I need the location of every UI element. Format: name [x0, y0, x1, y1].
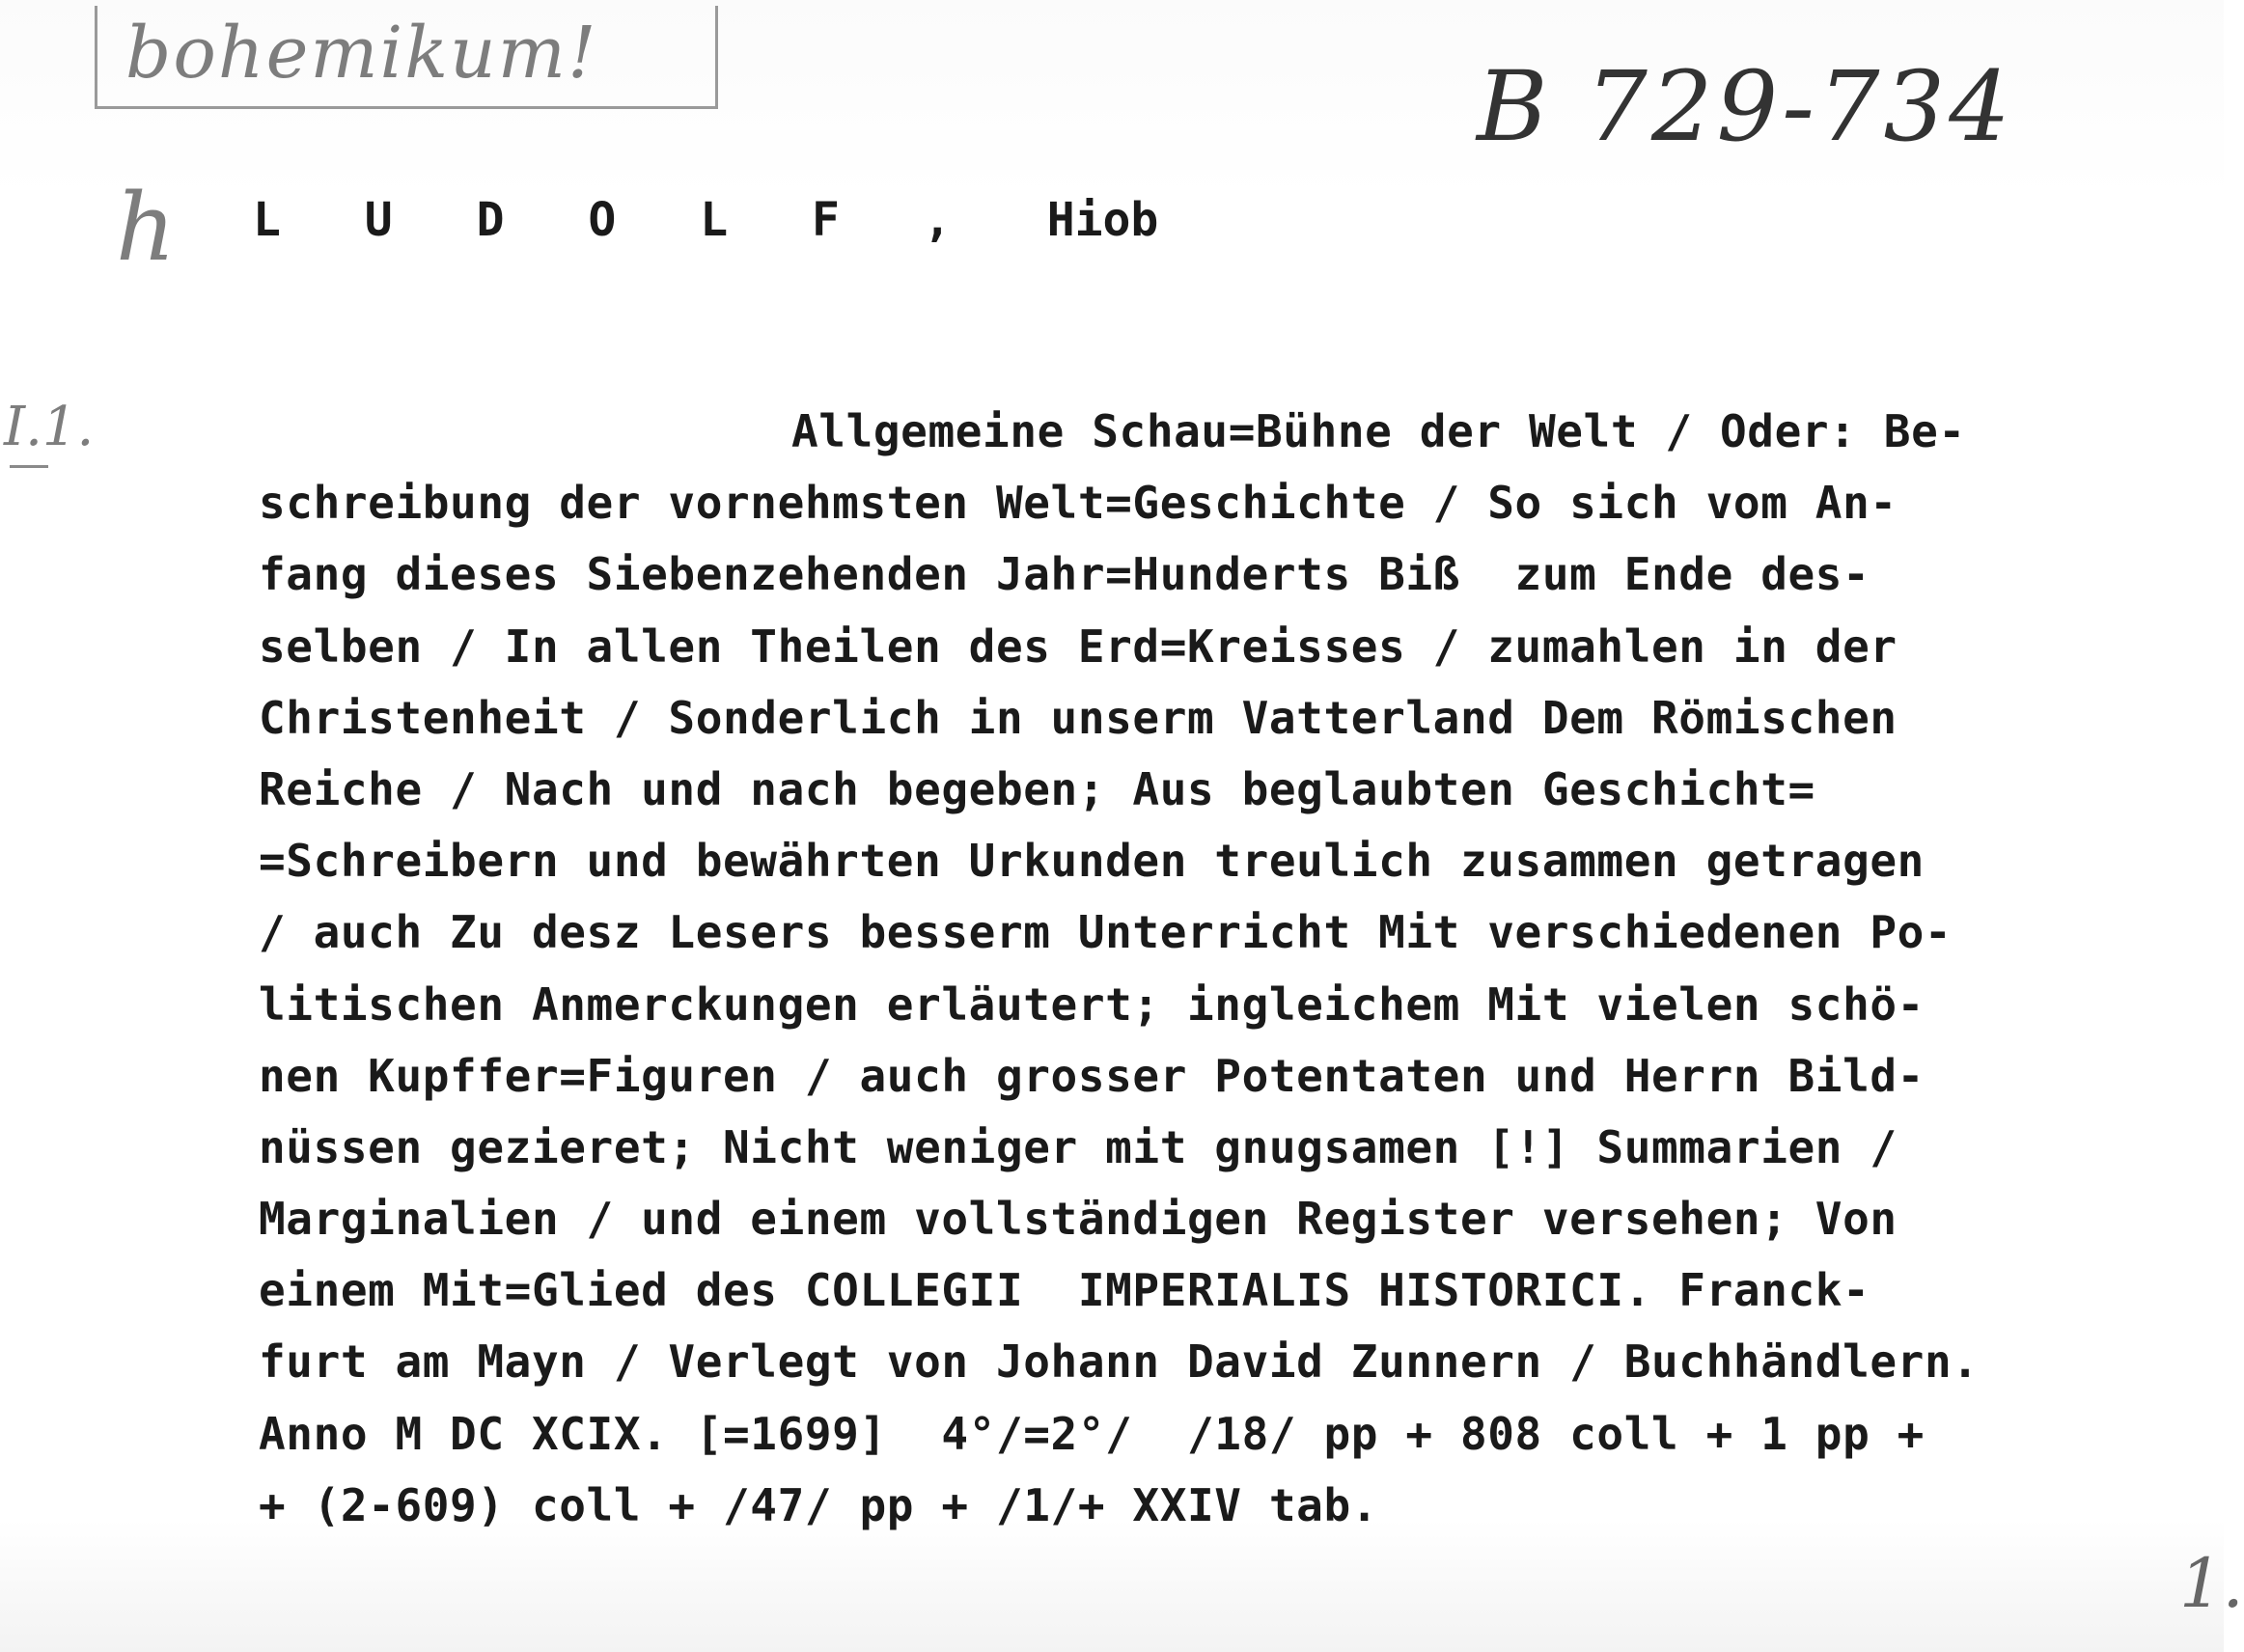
- stamp-handwriting: bohemikum!: [125, 12, 598, 95]
- description-line: =Schreibern und bewährten Urkunden treulich zusammen getragen: [259, 835, 1925, 888]
- description-line: Marginalien / und einem vollständigen Register versehen; Von: [259, 1193, 1898, 1246]
- description-line: selben / In allen Theilen des Erd=Kreisses / zumahlen in der: [259, 620, 1898, 673]
- description-line: / auch Zu desz Lesers besserm Unterricht Mit verschiedenen Po-: [259, 906, 1953, 959]
- description-line: Reiche / Nach und nach begeben; Aus beglaubten Geschicht=: [259, 762, 1815, 815]
- description-line: Allgemeine Schau=Bühne der Welt / Oder: Be-: [791, 405, 1966, 457]
- author-surname: L U D O L F ,: [253, 193, 980, 247]
- description-line: litischen Anmerckungen erläutert; ingleichem Mit vielen schö-: [259, 977, 1925, 1031]
- description-line: Anno M DC XCIX. [=1699] 4°/=2°/ /18/ pp + 808 coll + 1 pp +: [259, 1407, 1925, 1460]
- description-line: nen Kupffer=Figuren / auch grosser Potentaten und Herrn Bild-: [259, 1049, 1925, 1102]
- section-mark-handwriting: I.1.: [4, 396, 95, 458]
- description-line: schreibung der vornehmsten Welt=Geschichte / So sich vom An-: [259, 477, 1898, 530]
- shelfmark-handwriting: B 729-734: [1477, 50, 2014, 163]
- corner-mark-handwriting: 1.: [2179, 1544, 2244, 1623]
- author-given-name: Hiob: [1046, 193, 1159, 247]
- h-mark-handwriting: h: [116, 174, 176, 282]
- title-description: [259, 396, 2170, 1541]
- description-line: nüssen gezieret; Nicht weniger mit gnugsamen [!] Summarien /: [259, 1120, 1898, 1173]
- description-line: fang dieses Siebenzehenden Jahr=Hunderts Biß zum Ende des-: [259, 548, 1870, 601]
- description-line: Christenheit / Sonderlich in unserm Vatterland Dem Römischen: [259, 691, 1898, 744]
- description-line: furt am Mayn / Verlegt von Johann David Zunnern / Buchhändlern.: [259, 1335, 1980, 1389]
- description-line: einem Mit=Glied des COLLEGII IMPERIALIS HISTORICI. Franck-: [259, 1264, 1870, 1317]
- author-heading: [253, 193, 1158, 247]
- description-line: + (2-609) coll + /47/ pp + /1/+ XXIV tab.: [259, 1478, 1379, 1531]
